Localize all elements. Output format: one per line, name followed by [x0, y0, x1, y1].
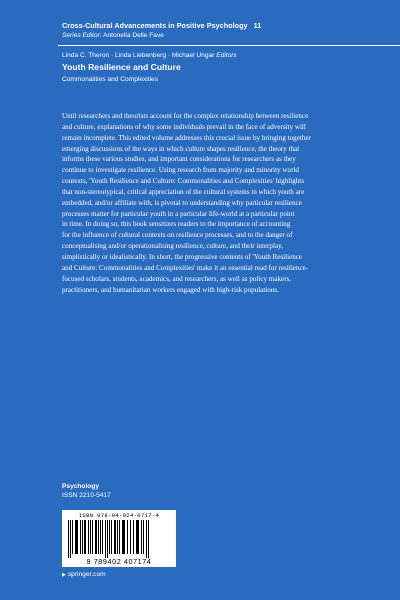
barcode-bar [133, 520, 134, 554]
barcode-bar [107, 520, 108, 558]
blurb-line: embedded, and/or affiliate with, is pivotal to understanding why particular resilience [62, 198, 302, 207]
blurb-line: practitioners, and humanitarian workers engaged with high-risk populations. [62, 285, 279, 294]
blurb-text [62, 111, 366, 295]
barcode-bar [84, 520, 86, 554]
arrow-icon: ▶ [62, 572, 66, 578]
barcode-bar [119, 520, 120, 554]
book-subtitle: Commonalities and Complexities [62, 76, 159, 83]
divider-rule [58, 45, 400, 46]
blurb-line: in time. In doing so, this book sensitizes readers to the importance of accounting [62, 220, 291, 229]
barcode-bar [130, 520, 131, 554]
blurb-line: that non-stereotypical, critical appreciation of the cultural systems in which youth are [62, 187, 305, 196]
series-editor-label: Series Editor: [62, 32, 102, 39]
blurb-line: simplistically or idealistically. In short, the progressive contents of 'Youth Resilience [62, 252, 303, 261]
barcode-bar [102, 520, 103, 554]
barcode-bar [80, 520, 81, 554]
series-name: Cross-Cultural Advancements in Positive Psychology [62, 21, 248, 30]
blurb-line: processes matter for particular youth in a particular life-world at a particular point [62, 209, 295, 218]
barcode-bar [136, 520, 139, 554]
blurb-line: informs these various studies, and important considerations for researchers as they [62, 155, 296, 164]
blurb-line: focused scholars, students, academics, and researchers, as well as policy makers, [62, 274, 292, 283]
barcode-bar [141, 520, 142, 554]
barcode-digits: 9 789402 407174 [86, 557, 152, 566]
book-editors [62, 52, 237, 59]
series-number: 11 [253, 21, 262, 30]
barcode-bar [95, 520, 97, 554]
blurb-line: continue to investigate resilience. Using research from majority and minority world [62, 166, 299, 175]
barcode-bar [111, 520, 112, 554]
book-title: Youth Resilience and Culture [62, 62, 181, 72]
blurb-line: conceptualising and/or operationalising resilience, culture, and their interplay, [62, 242, 283, 251]
barcode-bar [105, 520, 106, 558]
barcode-bar [122, 520, 125, 554]
barcode-bars [68, 520, 170, 558]
barcode-bar [68, 520, 69, 558]
barcode-bar [75, 520, 78, 554]
blurb-line: emerging discussions of the ways in which culture shapes resilience, the theory that [62, 144, 300, 153]
publisher-url-text: springer.com [67, 571, 106, 578]
blurb-line: remain incomplete. This edited volume addresses this crucial issue by bringing together [62, 133, 311, 142]
barcode-bar [88, 520, 89, 554]
barcode-bar [98, 520, 99, 554]
blurb-line: for the influence of cultural contexts on resilience processes, and to the danger of [62, 231, 293, 240]
isbn-text: ISBN 978-94-024-0717-4 [78, 512, 160, 519]
isbn-barcode [62, 510, 176, 567]
series-editor-name: Antonella Delle Fave [103, 32, 164, 39]
barcode-bar [109, 520, 110, 554]
subject-info [62, 482, 111, 500]
barcode-bar [127, 520, 128, 554]
barcode-bar [92, 520, 93, 554]
blurb-line: and Culture: Commonalities and Complexities' make it an essential read for resilience- [62, 263, 309, 272]
barcode-bar [72, 520, 73, 554]
issn-number: ISSN 2210-5417 [62, 492, 111, 499]
barcode-bar [100, 520, 101, 554]
barcode-bar [82, 520, 83, 554]
publisher-url [62, 571, 106, 578]
barcode-bar [148, 520, 149, 558]
blurb-line: contexts, 'Youth Resilience and Culture: Commonalities and Complexities' highlights [62, 177, 305, 186]
barcode-bar [114, 520, 116, 554]
series-editor [62, 32, 164, 39]
barcode-bar [70, 520, 71, 558]
barcode-bar [143, 520, 144, 554]
blurb-line: and culture, explanations of why some individuals prevail in the face of adversity will [62, 122, 306, 131]
barcode-bar [117, 520, 118, 554]
barcode-bar [146, 520, 147, 558]
subject-label: Psychology [62, 483, 100, 490]
barcode-bar [90, 520, 91, 554]
editor-names: Linda C. Theron · Linda Liebenberg · Michael Ungar [62, 52, 215, 59]
blurb-line: Until researchers and theorists account for the complex relationship between resilience [62, 112, 309, 120]
editors-role-label: Editors [216, 52, 237, 59]
series-title [62, 21, 261, 30]
